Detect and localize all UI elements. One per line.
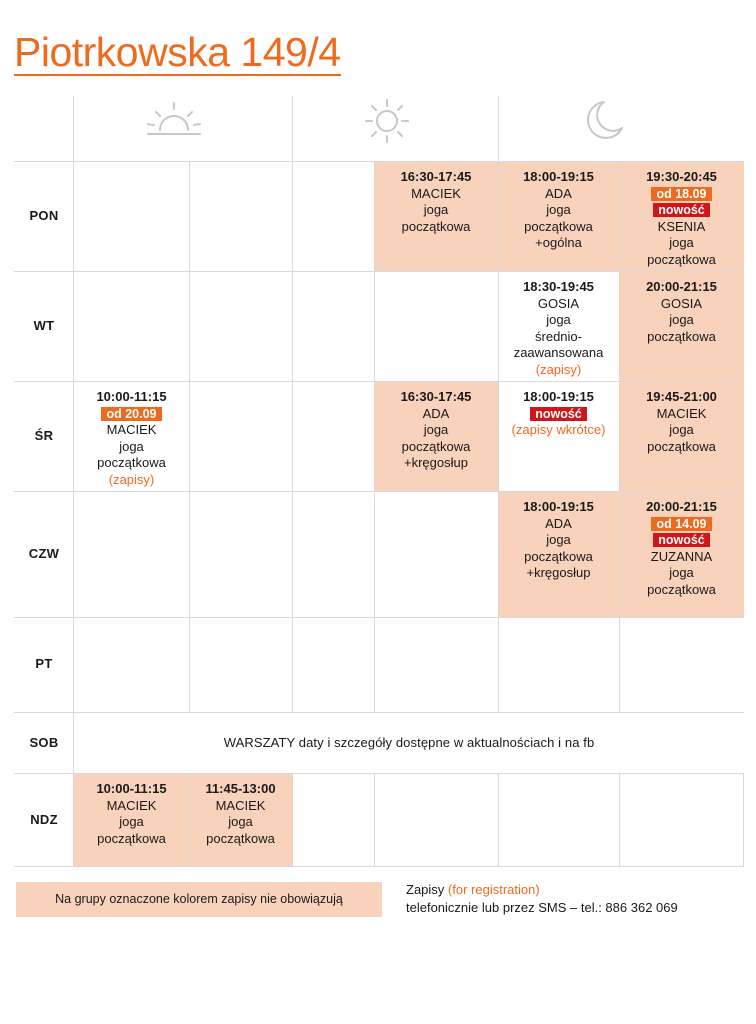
class-wt-1830: 18:30-19:45 GOSIA joga średnio- zaawansowana (zapisy) — [498, 271, 619, 381]
workshops-note: WARSZATY daty i szczegóły dostępne w aktualnościach i na fb — [223, 735, 595, 750]
day-label-wt: WT — [33, 318, 55, 333]
class-sr-1630: 16:30-17:45 ADA joga początkowa +kręgosłup — [374, 381, 498, 491]
class-ndz-1145: 11:45-13:00 MACIEK joga początkowa — [189, 773, 292, 866]
day-label-sr: ŚR — [34, 428, 54, 443]
day-label-sob: SOB — [29, 735, 59, 750]
class-pon-1800: 18:00-19:15 ADA joga początkowa +ogólna — [498, 161, 619, 271]
day-label-czw: CZW — [28, 546, 60, 561]
new-badge: nowość — [653, 533, 710, 547]
legend-note: Na grupy oznaczone kolorem zapisy nie obowiązują — [16, 882, 382, 917]
day-label-pon: PON — [29, 208, 59, 223]
registration-note: (zapisy) — [535, 361, 582, 377]
class-ndz-1000: 10:00-11:15 MACIEK joga początkowa — [74, 773, 189, 866]
page-title: Piotrkowska 149/4 — [14, 29, 341, 75]
contact-label-en: (for registration) — [447, 882, 540, 897]
class-pon-1930: 19:30-20:45 od 18.09 nowość KSENIA joga początkowa — [619, 161, 744, 271]
day-label-ndz: NDZ — [30, 812, 58, 827]
contact-label: Zapisy — [406, 882, 445, 897]
registration-note: (zapisy wkrótce) — [511, 422, 606, 437]
new-badge: nowość — [530, 407, 587, 421]
contact-phone-line: telefonicznie lub przez SMS – tel.: 886 362 069 — [406, 900, 678, 915]
new-badge: nowość — [653, 203, 710, 217]
contact-info — [406, 881, 678, 917]
class-sr-1945: 19:45-21:00 MACIEK joga początkowa — [619, 381, 744, 491]
class-czw-2000: 20:00-21:15 od 14.09 nowość ZUZANNA joga początkowa — [619, 491, 744, 617]
class-sr-1800: 18:00-19:15 nowość (zapisy wkrótce) — [498, 381, 619, 491]
day-label-pt: PT — [35, 656, 53, 671]
class-sr-1000: 10:00-11:15 od 20.09 MACIEK joga początkowa (zapisy) — [74, 381, 189, 491]
sunrise-icon — [146, 100, 202, 140]
sun-icon — [364, 98, 410, 144]
start-date-badge: od 14.09 — [651, 517, 711, 531]
class-czw-1800: 18:00-19:15 ADA joga początkowa +kręgosłup — [498, 491, 619, 617]
class-wt-2000: 20:00-21:15 GOSIA joga początkowa — [619, 271, 744, 381]
class-pon-1630: 16:30-17:45 MACIEK joga początkowa — [374, 161, 498, 271]
registration-note: (zapisy) — [108, 471, 155, 487]
moon-icon — [584, 98, 626, 142]
start-date-badge: od 20.09 — [101, 407, 161, 421]
start-date-badge: od 18.09 — [651, 187, 711, 201]
